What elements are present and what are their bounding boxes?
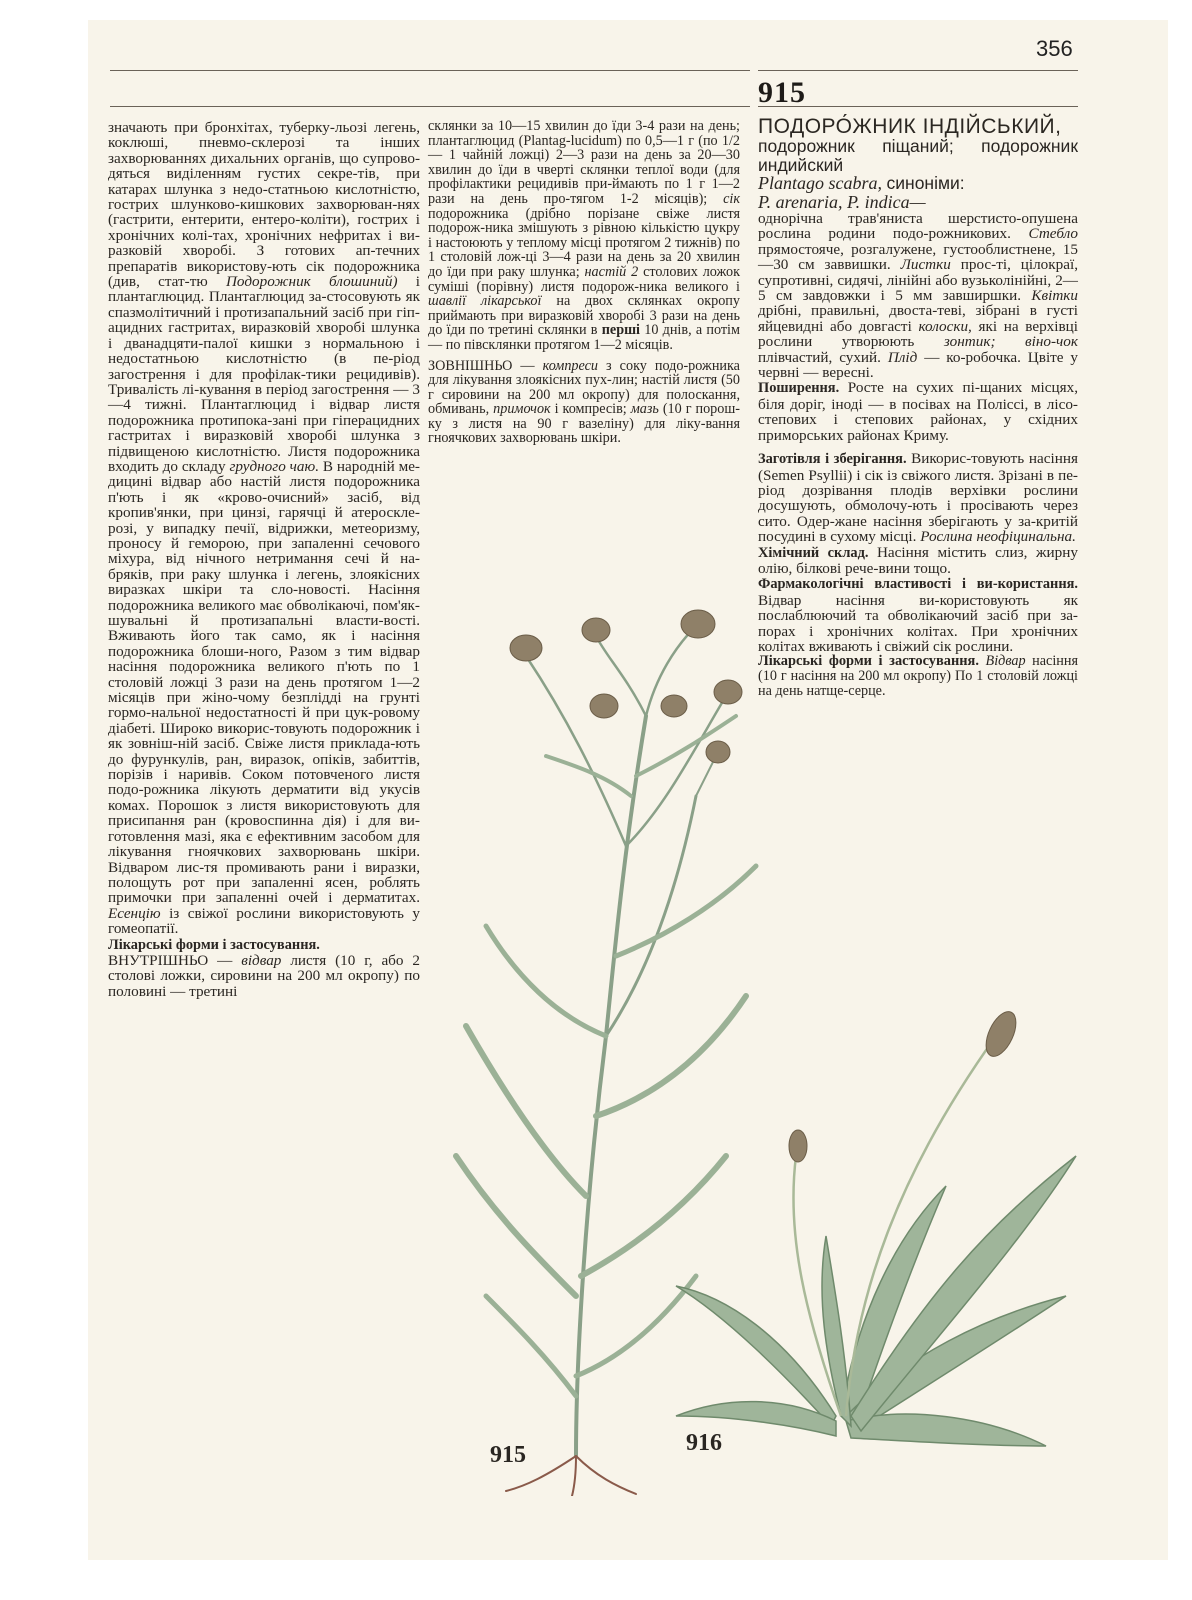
- text-run: В народній ме-дицині відвар або настій листя подорожника п'ють і як «крово-очисний» засіб, від кропив'янки, при цинзі, гарячці й атероскле-розі, у випадку печії, відрижки, метеоризму, проносу й геморою, при запаленні сечового міхура, від нічного нетримання сечі й на-бряків, при раку шлунка і легень, злоякісних виразках шкіри та сло-новості. Насіння подорожника великого має обволікаючі, пом'як-шувальні й протизапальні власти-вості. Вживають його так само, як і насіння подорожника блоши-ного, Разом з тим відвар насіння подорожника великого п'ють по 1 столовій ложці 3 рази на день протягом 1—2 місяців при жіно-чому безплідді на грунті гормо-нальної недостатності й при цук-ровому діабеті. Широко викорис-товують подорожник і як зовніш-ній засіб. Свіже листя приклада-ють до фурункулів, ран, виразок, опіків, забиттів, порізів і наривів. Соком потовченого листя подо-рожника лікують дерматити від укусів комах. Порошок з листя використовують для присипання ран (кровоспинна дія) і для ви-готовлення мазі, яка є ефективним засобом для лікування гноячкових захворювань шкіри. Відваром лис-тя промивають рани і виразки, полощуть рот при запаленні ясен, роблять примочки при запаленні очей і дерматитах.: [108, 457, 420, 907]
- text-run: насіння (10 г насіння на 200 мл окропу) По 1 столовій ложці на день натще-серце.: [758, 653, 1078, 700]
- figure-label-916: 916: [686, 1430, 722, 1456]
- bold-term: перші: [601, 322, 645, 339]
- italic-term: зонтик; віно-чок: [943, 333, 1078, 351]
- italic-term: Есенцію: [108, 904, 170, 922]
- section-heading: Лікарські форми і застосування.: [108, 936, 320, 953]
- text-run: прямостояче, розгалужене, густооблистнене, 15—30 см заввишки.: [758, 240, 1078, 274]
- synonyms-label: синоніми:: [886, 173, 965, 193]
- paragraph: [758, 451, 1078, 544]
- text-run: Відвар насіння ви-користовують як послаблюючий та обволікаючий засіб при за-порах і хронічних колітах. При хронічних колітах вживають і свіжий сік рослини.: [758, 591, 1078, 655]
- paragraph: [758, 211, 1078, 380]
- paragraph: [758, 545, 1078, 577]
- section-heading: Поширення.: [758, 380, 848, 397]
- latin-name: P. arenaria, P. indica—: [758, 191, 926, 212]
- text-run: Викорис-товують насіння (Semen Psyllii) і сік із свіжого листя. Зрізані в пе-ріод дозрівання плодів верхівки рослини досушують, обмолочу-ють і просівають через сито. Одер-жане насіння зберігають у за-критій посудині в сухому місці.: [758, 450, 1078, 546]
- plant-916-illustration: [676, 1156, 1076, 1446]
- text-run: Росте на сухих пі-щаних місцях, біля доріг, іноді — в посівах на Поліссі, в лісо-степових і степових районах, у східних приморських районах Криму.: [758, 379, 1078, 444]
- entry-rule-top: [758, 70, 1078, 71]
- text-run: склянки за 10—15 хвилин до їди 3-4 рази на день; плантаглюцид (Plantag-lucidum) по 0,5—1 г (по 1/2 — 1 чайній ложці) 2—3 рази на день за 20—30 хвилин до їди в чверті склянки теплої води (для профілактики рецидивів при-ймають по 1 г 1—2 рази на день про-тягом 1-2 місяців);: [428, 118, 740, 207]
- header-rule-bottom: [110, 106, 750, 107]
- text-run: ВНУТРІШНЬО —: [108, 951, 242, 969]
- text-run: і компресів;: [554, 401, 631, 418]
- text-column-1: [108, 120, 420, 999]
- paragraph: [108, 120, 420, 937]
- text-column-2: [428, 119, 740, 446]
- italic-term: Рослина неофіцинальна.: [920, 528, 1076, 546]
- flower-spikes-916: [789, 1007, 1022, 1162]
- text-run: ЗОВНІШНЬО —: [428, 357, 543, 374]
- text-run: 10 днів, а потім— по півсклянки протягом 1—2 місяців.: [428, 322, 740, 353]
- paragraph: [428, 119, 740, 353]
- text-run: плівчастий, сухий.: [758, 348, 888, 366]
- text-run: Насіння містить слиз, жирну олію, білкові рече-вини тощо.: [758, 543, 1078, 577]
- italic-term: мазь: [630, 401, 663, 418]
- section-heading: Хімічний склад.: [758, 544, 877, 561]
- italic-term: настій 2: [584, 263, 644, 280]
- italic-term: Квітки: [1031, 287, 1078, 305]
- page-number: 356: [1036, 36, 1073, 61]
- text-run: столових ложок суміші (порівну) листя подорож-ника великого і: [428, 263, 740, 295]
- text-run: однорічна трав'яниста шерстисто-опушена рослина родини подо-рожникових.: [758, 210, 1078, 243]
- paragraph: [428, 359, 740, 447]
- italic-term: колоски,: [918, 317, 979, 335]
- italic-term: компреси: [542, 357, 607, 374]
- section-heading: Заготівля і зберігання.: [758, 451, 912, 468]
- header-rule-top: [110, 70, 750, 71]
- figure-label-915: 915: [490, 1442, 526, 1468]
- section-heading: Лікарські форми і застосування.: [758, 653, 986, 670]
- italic-term: сік: [723, 190, 740, 207]
- italic-term: грудного чаю.: [229, 457, 323, 475]
- text-run: — ко-робочка. Цвіте у червні — вересні.: [758, 348, 1079, 382]
- italic-term: Відвар: [985, 653, 1033, 670]
- entry-number: 915: [758, 76, 806, 109]
- text-run: які на верхівці рослини утворюють: [758, 317, 1079, 351]
- latin-name: Plantago scabra,: [758, 173, 887, 193]
- text-run: значають при бронхітах, туберку-льозі легень, коклюші, пневмо-склерозі та інших захворюваннях дихальних органів, що супрово-дяться виділенням густих секре-тів, при катарах шлунка з недо-статньою кислотністю, гострих шлунково-кишкових захворюван-нях (гастрити, ентерити, ентеро-коліти), гострих і хронічних колі-тах, хронічних нефритах і ви-разковій хворобі. З готових ап-течних препаратів використову-ють сік подорожника (див, стат-тю: [108, 119, 420, 291]
- italic-term: відвар: [241, 951, 291, 969]
- section-heading: Фармакологічні властивості і ви-користання.: [758, 576, 1078, 593]
- italic-term: Плід: [887, 348, 925, 366]
- text-run: дрібні, правильні, двоста-теві, зібрані в густі яйцевидні або довгасті: [758, 302, 1078, 335]
- text-run: з соку подо-рожника для лікування злоякісних пух-лин; настій листя (50 г сировини на 200 мл окропу) для полоскання, обмивань,: [428, 357, 740, 418]
- text-run: (10 г порош-ку з листя на 90 г вазеліну) для ліку-вання гноячкових захворювань шкіри.: [428, 401, 741, 447]
- entry-headword: ПОДОРО́ЖНИК ІНДІЙСЬКИЙ,: [758, 115, 1062, 138]
- entry-rule-bottom: [758, 106, 1078, 107]
- text-run: із свіжої рослини використовують у гомеопатії.: [108, 904, 420, 938]
- botanical-illustration: [426, 596, 1088, 1496]
- text-run: прос-ті, цілокраї, супротивні, сидячі, лінійні або вузьколінійні, 2—5 см завдовжки і 5 мм завширшки.: [758, 256, 1079, 305]
- paragraph: [108, 937, 420, 1000]
- text-run: і плантаглюцид. Плантаглюцид за-стосовують як спазмолітичний і протизапальний засіб при гіп-ацидних гастритах, виразковій хворобі шлунка і дванадцяти-палої кишки з нормальною і недостатньою кислотністю (в пе-ріод загострення і для профілак-тики рецидивів). Тривалість лі-кування в період загострення — 3—4 тижні. Плантаглюцид і відвар листя подорожника протипока-зані при гіперацидних гастритах і виразковій хворобі шлунка з підвищеною кислотністю. Листя подорожника входить до складу: [108, 273, 420, 475]
- paragraph: [758, 380, 1078, 443]
- italic-term: Стебло: [1028, 225, 1078, 243]
- text-run: подорожника (дрібно порізане свіже листя подорож-ника змішують з рівною кількістю цукру і настоюють у теплому місці протягом 2 тижнів) по 1 столовій лож-ці 3—4 рази на день за 20 хвилин до їди при раку шлунка;: [428, 205, 740, 280]
- text-run: листя (10 г, або 2 столові ложки, сировини на 200 мл окропу) по половині — третині: [108, 951, 421, 1000]
- italic-term: шавлії лікарської: [428, 293, 557, 310]
- italic-term: Листки: [900, 256, 961, 274]
- cross-reference: Подорожник блошиний): [225, 273, 416, 291]
- entry-synonyms: подорожник піщаний; подорожник индийский: [758, 136, 1078, 175]
- text-run: на двох склянках окропу приймають при виразковій хворобі 3 рази на день до їди по третині склянки в: [428, 293, 740, 339]
- italic-term: примочок: [493, 401, 555, 418]
- latin-names: [758, 174, 1078, 211]
